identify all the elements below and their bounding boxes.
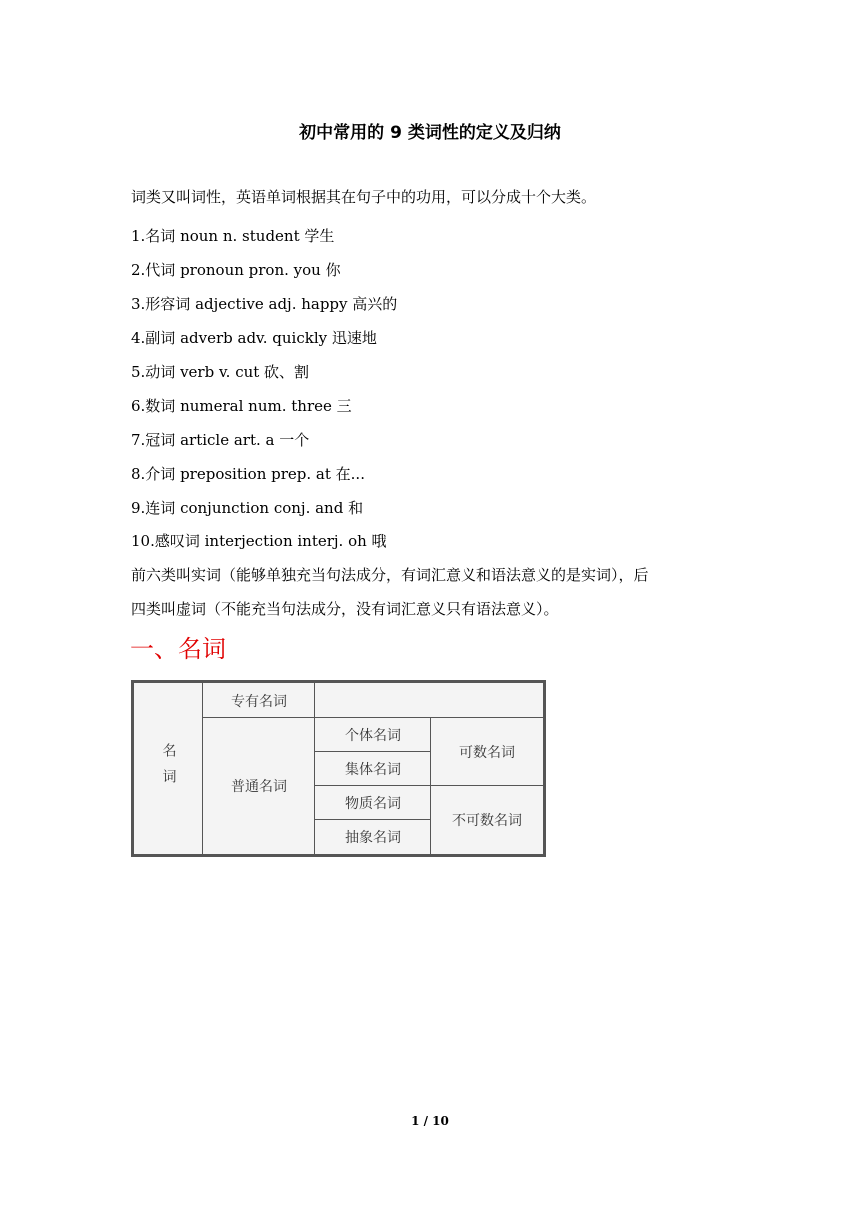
intro-paragraph: 词类又叫词性，英语单词根据其在句子中的功用，可以分成十个大类。 xyxy=(131,188,597,206)
abstract-noun-cell: 抽象名词 xyxy=(314,819,432,855)
material-noun-cell: 物质名词 xyxy=(314,785,432,821)
list-item: 6.数词 numeral num. three 三 xyxy=(131,397,352,415)
list-item: 9.连词 conjunction conj. and 和 xyxy=(131,499,364,517)
list-item: 8.介词 preposition prep. at 在... xyxy=(131,465,365,483)
proper-noun-cell: 专有名词 xyxy=(202,682,316,719)
list-item: 1.名词 noun n. student 学生 xyxy=(131,227,335,245)
uncountable-noun-cell: 不可数名词 xyxy=(430,785,544,855)
section-heading: 一、名词 xyxy=(130,635,226,663)
countable-noun-cell: 可数名词 xyxy=(430,717,544,787)
list-item: 2.代词 pronoun pron. you 你 xyxy=(131,261,341,279)
table-root-cell xyxy=(133,682,204,855)
list-item: 5.动词 verb v. cut 砍、割 xyxy=(131,363,310,381)
summary-line: 四类叫虚词（不能充当句法成分，没有词汇意义只有语法意义）。 xyxy=(131,600,559,618)
list-item: 10.感叹词 interjection interj. oh 哦 xyxy=(131,532,387,550)
list-item: 7.冠词 article art. a 一个 xyxy=(131,431,310,449)
page-number: 1 / 10 xyxy=(411,1114,449,1128)
summary-line: 前六类叫实词（能够单独充当句法成分，有词汇意义和语法意义的是实词），后 xyxy=(131,566,649,584)
empty-cell xyxy=(314,682,544,719)
page-title: 初中常用的 9 类词性的定义及归纳 xyxy=(299,123,561,143)
individual-noun-cell: 个体名词 xyxy=(314,717,432,753)
table-root-label: 名词 xyxy=(160,742,177,795)
collective-noun-cell: 集体名词 xyxy=(314,751,432,787)
noun-classification-table xyxy=(131,680,546,857)
list-item: 3.形容词 adjective adj. happy 高兴的 xyxy=(131,295,398,313)
common-noun-cell: 普通名词 xyxy=(202,717,316,855)
list-item: 4.副词 adverb adv. quickly 迅速地 xyxy=(131,329,377,347)
